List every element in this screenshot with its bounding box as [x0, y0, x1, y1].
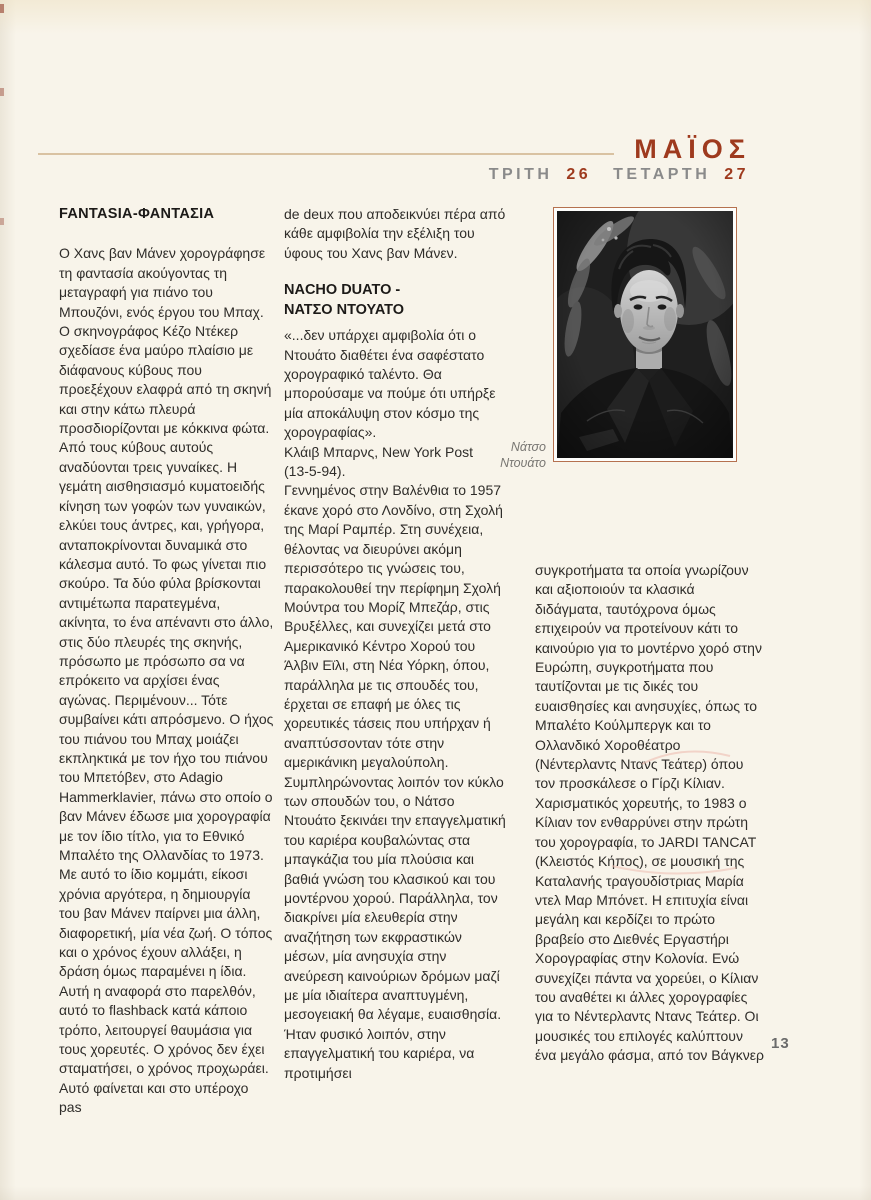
- column-middle: [284, 205, 508, 1083]
- day-number: 27: [724, 166, 749, 183]
- quote-attribution: Κλάιβ Μπαρνς, New York Post: [284, 443, 474, 460]
- page-number: 13: [771, 1035, 790, 1052]
- scan-edge-mark: [0, 218, 4, 225]
- month-title: ΜΑΪΟΣ: [634, 134, 751, 164]
- portrait-photo: [553, 207, 737, 462]
- day-number: 26: [566, 166, 592, 183]
- article-title-fantasia: FANTASIA-ΦΑΝΤΑΣΙΑ: [59, 206, 215, 222]
- quote-date: (13-5-94).: [284, 463, 346, 480]
- duato-bio-part2: συγκροτήματα τα οποία γνωρίζουν και αξιοποιούν τα κλασικά διδάγματα, ταυτόχρονα όμως επιχειρούν να προτείνουν κάτι το καινούριο για το μοντέρνο χορό στην Ευρώπη, συγκροτήματα που ταυτίζονται με τις δικές του ευαισθησίες και ανησυχίες, όπως το Μπαλέτο Κούλμπεργκ και το Ολλανδικό Χοροθέατρο (Νέντερλαντς Ντανς Τεάτερ) όπου τον προσκάλεσε ο Γίρζι Κίλιαν. Χαρισματικός χορευτής, το 1983 ο Κίλιαν τον ενθαρρύνει στην πρώτη του χορογραφία, το JARDI TANCAT (Κλειστός Κήπος), σε μουσική της Καταλανής τραγουδίστριας Μαρία ντελ Μαρ Μπόνετ. Η επιτυχία είναι μεγάλη και κερδίζει το πρώτο βραβείο στο Διεθνές Εργαστήρι Χορογραφίας στην Κολονία. Ενώ συνεχίζει πάντα να χορεύει, ο Κίλιαν του αναθέτει κι άλλες χορογραφίες για το Νέντερλαντς Ντανς Τεάτερ. Οι μουσικές του επιλογές καλύπτουν ένα μεγάλο φάσμα, από τον Βάγκνερ: [535, 562, 764, 1064]
- column-left: [59, 205, 274, 1118]
- fantasia-continuation: de deux που αποδεικνύει πέρα από κάθε αμφιβολία την εξέλιξη του ύφους του Χανς βαν Μάνεν.: [284, 206, 506, 261]
- duato-bio-part1: Γεννημένος στην Βαλένθια το 1957 έκανε χορό στο Λονδίνο, στη Σχολή της Μαρί Ραμπέρ. Στη συνέχεια, θέλοντας να διευρύνει ακόμη περισσότερο τις γνώσεις του, παρακολουθεί την περίφημη Σχολή Μούντρα του Μορίζ Μπεζάρ, στις Βρυξέλλες, και συνεχίζει μετά στο Αμερικανικό Κέντρο Χορού του Άλβιν Εϊλι, στη Νέα Υόρκη, όπου, παράλληλα με τις σπουδές του, έρχεται σε επαφή με όλες τις χορευτικές τάσεις που υπήρχαν ή αναπτύσσονταν τότε στην αμερικάνικη μεγαλούπολη. Συμπληρώνοντας λοιπόν τον κύκλο των σπουδών του, ο Νάτσο Ντουάτο ξεκινάει την επαγγελματική του καριέρα κουβαλώντας στα μπαγκάζια του μία πλούσια και βαθιά γνώση του κλασικού και του μοντέρνου χορού. Παράλληλα, τον διακρίνει μία ελευθερία στην αναζήτηση των εκφραστικών μέσων, μία ανησυχία στην ανεύρεση καινούριων δρόμων μαζί με μία ιδιαίτερα αναπτυγμένη, μεσογειακή θα λέγαμε, ευαισθησία. Ήταν φυσικό λοιπόν, στην επαγγελματική του καριέρα, να προτιμήσει: [284, 482, 506, 1081]
- column-right: [535, 561, 764, 1066]
- portrait-photo-art: [557, 211, 733, 458]
- article-body-fantasia: Ο Χανς βαν Μάνεν χορογράφησε τη φαντασία ακούγοντας τη μεταγραφή για πιάνο του Μπουζόνι, ενός έργου του Μπαχ. Ο σκηνογράφος Κέζο Ντέκερ σχεδίασε ένα μαύρο πλαίσιο με διάφανους κύβους που προεξέχουν ελαφρά από τη σκηνή και στην κάτω πλευρά προσδιορίζονται με κόκκινα φώτα. Από τους κύβους αυτούς αναδύονται τρεις γυναίκες. Η γεμάτη αισθησιασμό κυματοειδής κίνηση των γοφών των γυναικών, ελκύει τους άντρες, και, γρήγορα, ανταποκρίνονται δυναμικά στο κάλεσμα αυτό. Το φως γίνεται πιο σκούρο. Τα δύο φύλα βρίσκονται αντιμέτωπα παρατεγμένα, ακίνητα, το ένα απέναντι στο άλλο, στις δύο πλευρές της σκηνής, πρόσωπο με πρόσωπο σα να επρόκειτο να αρχίσει ένας αγώνας. Περιμένουν... Τότε συμβαίνει κάτι απρόσμενο. Ο ήχος του πιάνου του Μπαχ μοιάζει εκπληκτικά με τον ήχο του πιάνου του Μπετόβεν, στο Adagio Hammerklavier, πάνω στο οποίο ο βαν Μάνεν έδωσε μια χορογραφία με τον ίδιο τίτλο, για το Εθνικό Μπαλέτο της Ολλανδίας το 1973. Με αυτό το ίδιο κομμάτι, είκοσι χρόνια αργότερα, η δημιουργία του βαν Μάνεν παίρνει μια άλλη, διαφορετική, μία νέα ζωή. Ο τόπος και ο χρόνος έχουν αλλάξει, η δράση όμως παραμένει η ίδια. Αυτή η αναφορά στο παρελθόν, αυτό το flashback κατά κάποιο τρόπο, λειτουργεί θαυμάσια για τους χορευτές. Ο χρόνος δεν έχει σταματήσει, ο χρόνος προχωράει. Αυτό φαίνεται και στο υπέροχο pas: [59, 245, 274, 1116]
- day-name: ΤΡΙΤΗ: [488, 166, 553, 183]
- day-name: ΤΕΤΑΡΤΗ: [613, 166, 711, 183]
- scan-edge-mark: [0, 4, 4, 13]
- duato-quote: «...δεν υπάρχει αμφιβολία ότι ο Ντουάτο διαθέτει ένα σαφέστατο χορογραφικό ταλέντο. Θα μπορούσαμε να πούμε ότι υπήρξε μία αποκάλυψη στον κόσμο της χορογραφίας».: [284, 327, 496, 441]
- header-rule: [38, 153, 614, 155]
- article-title-duato: NACHO DUATO - ΝΑΤΣΟ ΝΤΟΥΑΤΟ: [284, 282, 405, 319]
- photo-caption: Νάτσο Ντουάτο: [500, 440, 546, 470]
- date-bar: [489, 166, 749, 184]
- scan-edge-mark: [0, 88, 4, 96]
